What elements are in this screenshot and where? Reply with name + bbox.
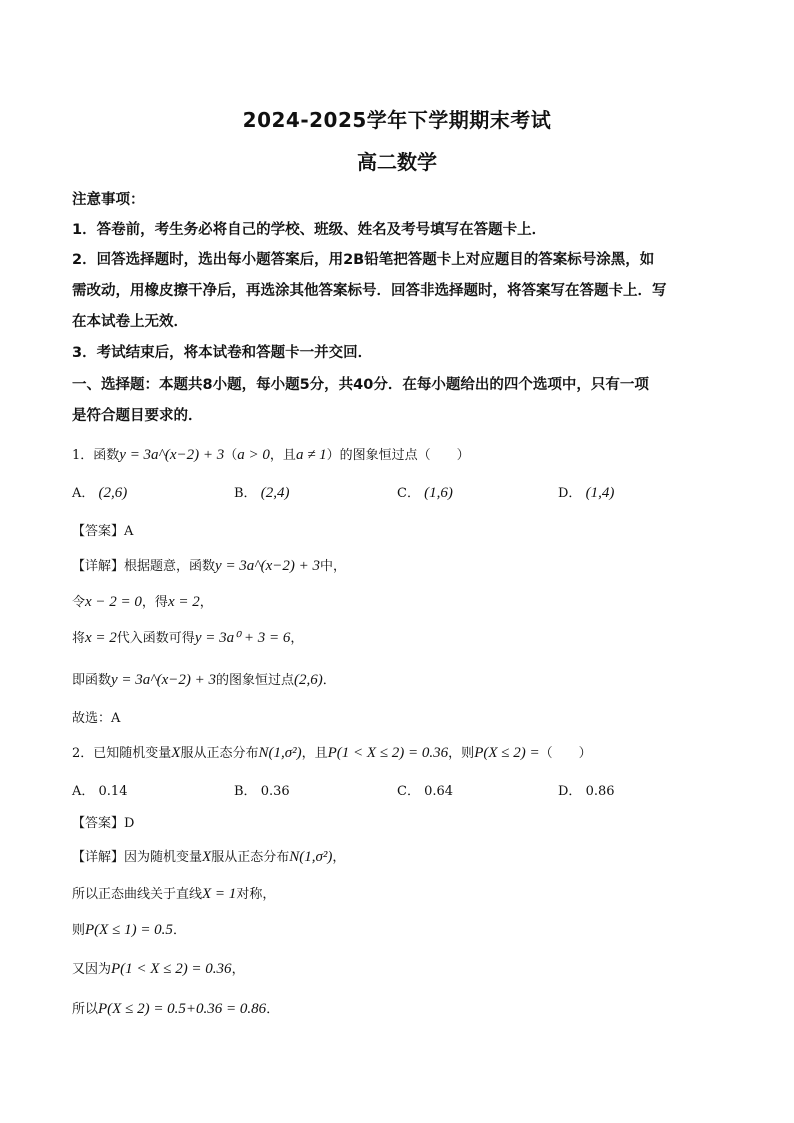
detail-math: y = 3a^(x−2) + 3 [111, 672, 217, 688]
question-2-answer [72, 812, 732, 831]
detail-text: 所以 [72, 1002, 99, 1017]
detail-text: 根据题意，函数 [124, 559, 216, 574]
detail-math: X [202, 849, 212, 865]
question-2-detail-2 [72, 883, 732, 903]
detail-label: 【详解】 [72, 559, 125, 574]
detail-text: ， [332, 850, 346, 865]
detail-text: 令 [72, 595, 86, 610]
question-2-option-a [72, 780, 127, 799]
question-1-formula: y = 3a^(x−2) + 3 [119, 447, 225, 463]
notice-line-4: 在本试卷上无效． [72, 314, 188, 330]
option-value: 0.36 [260, 784, 290, 799]
option-label: A． [72, 486, 95, 501]
detail-text: 将 [72, 631, 86, 646]
detail-text: ， [199, 595, 213, 610]
detail-text: 即函数 [72, 673, 112, 688]
question-2-stem [72, 742, 732, 762]
question-2-text: （ ） [539, 746, 592, 761]
question-1-detail-3 [72, 627, 732, 647]
detail-text: ，得 [141, 595, 168, 610]
detail-text: 中， [320, 559, 347, 574]
option-value: 0.64 [424, 784, 454, 799]
detail-math: x − 2 = 0 [85, 594, 142, 610]
question-2-option-c [397, 780, 453, 799]
question-2-text: 服从正态分布 [180, 746, 259, 761]
detail-text: 则 [72, 923, 86, 938]
option-label: D． [558, 784, 582, 799]
detail-text: 代入函数可得 [116, 631, 195, 646]
option-value: (2,4) [260, 485, 290, 501]
detail-math: y = 3a⁰ + 3 = 6 [194, 630, 291, 646]
exam-subtitle: 高二数学 [357, 150, 437, 174]
answer-label: 【答案】 [72, 816, 125, 831]
detail-math: P(X ≤ 2) = 0.5+0.36 = 0.86 [98, 1001, 267, 1017]
detail-text: 又因为 [72, 962, 112, 977]
question-1-option-b [234, 482, 289, 502]
option-label: B． [234, 784, 257, 799]
question-1-cond-open: （ [224, 448, 238, 463]
detail-text: ， [290, 631, 304, 646]
question-1-option-a [72, 482, 127, 502]
question-2-option-d [558, 780, 615, 799]
section-heading-line-2: 是符合题目要求的． [72, 408, 203, 424]
detail-text: ． [172, 923, 186, 938]
option-value: (1,4) [585, 485, 615, 501]
question-2-detail-5 [72, 998, 732, 1018]
section-heading-line-1: 一、选择题：本题共8小题，每小题5分，共40分．在每小题给出的四个选项中，只有一项 [72, 377, 649, 393]
question-2-detail-4 [72, 958, 732, 978]
question-1-stem [72, 444, 732, 464]
answer-label: 【答案】 [72, 524, 125, 539]
question-2-text: ，则 [448, 746, 475, 761]
question-2-detail-1 [72, 846, 732, 866]
answer-value: D [124, 816, 135, 831]
detail-math: x = 2 [167, 594, 200, 610]
answer-value: A [124, 524, 134, 539]
question-2-ask: P(X ≤ 2) = [474, 745, 540, 761]
notice-line-5: 3．考试结束后，将本试卷和答题卡一并交回． [72, 345, 373, 361]
question-1-option-c [397, 482, 453, 502]
detail-math: N(1,σ²) [289, 849, 333, 865]
option-value: 0.14 [98, 784, 128, 799]
detail-text: 服从正态分布 [211, 850, 290, 865]
question-2-distribution: N(1,σ²) [258, 745, 302, 761]
option-value: (2,6) [98, 485, 128, 501]
option-value: 0.86 [585, 784, 615, 799]
question-2-variable: X [171, 745, 181, 761]
detail-math: X = 1 [202, 886, 237, 902]
notice-line-2: 2．回答选择题时，选出每小题答案后，用2B铅笔把答题卡上对应题目的答案标号涂黑，如 [72, 252, 655, 268]
question-1-detail-1 [72, 555, 732, 575]
notice-heading: 注意事项： [72, 192, 145, 208]
detail-math: P(X ≤ 1) = 0.5 [85, 922, 173, 938]
question-1-option-d [558, 482, 614, 502]
notice-line-3: 需改动，用橡皮擦干净后，再选涂其他答案标号．回答非选择题时，将答案写在答题卡上．写 [72, 283, 667, 299]
question-1-condition-2: a ≠ 1 [295, 447, 327, 463]
question-2-text: ，且 [301, 746, 328, 761]
option-value: (1,6) [424, 485, 453, 501]
question-1-answer [72, 520, 732, 539]
question-2-detail-3 [72, 919, 732, 939]
question-1-condition-1: a > 0 [237, 447, 270, 463]
option-label: A． [72, 784, 95, 799]
detail-text: ． [322, 673, 336, 688]
detail-math: (2,6) [294, 672, 323, 688]
question-1-cond-close: ）的图象恒过点（ ） [326, 448, 470, 463]
detail-math: y = 3a^(x−2) + 3 [215, 558, 321, 574]
option-label: B． [234, 486, 257, 501]
question-2-given: P(1 < X ≤ 2) = 0.36 [327, 745, 449, 761]
question-2-option-b [234, 780, 290, 799]
notice-line-1: 1．答卷前，考生务必将自己的学校、班级、姓名及考号填写在答题卡上． [72, 222, 547, 238]
detail-text: ， [231, 962, 245, 977]
question-1-conclusion: 故选：A [72, 711, 121, 726]
detail-text: 的图象恒过点 [216, 673, 295, 688]
question-1-cond-mid: ，且 [269, 448, 296, 463]
detail-label: 【详解】 [72, 850, 125, 865]
detail-text: ． [266, 1002, 280, 1017]
option-label: C． [397, 784, 420, 799]
question-2-number: 2．已知随机变量 [72, 746, 172, 761]
detail-text: 所以正态曲线关于直线 [72, 887, 203, 902]
option-label: C． [397, 486, 420, 501]
option-label: D． [558, 486, 582, 501]
question-1-number: 1．函数 [72, 448, 120, 463]
question-1-detail-2 [72, 591, 732, 611]
detail-text: 对称， [236, 887, 276, 902]
detail-text: 因为随机变量 [124, 850, 203, 865]
question-1-detail-4 [72, 669, 732, 689]
detail-math: x = 2 [85, 630, 117, 646]
detail-math: P(1 < X ≤ 2) = 0.36 [111, 961, 232, 977]
exam-title: 2024-2025学年下学期期末考试 [242, 108, 552, 132]
